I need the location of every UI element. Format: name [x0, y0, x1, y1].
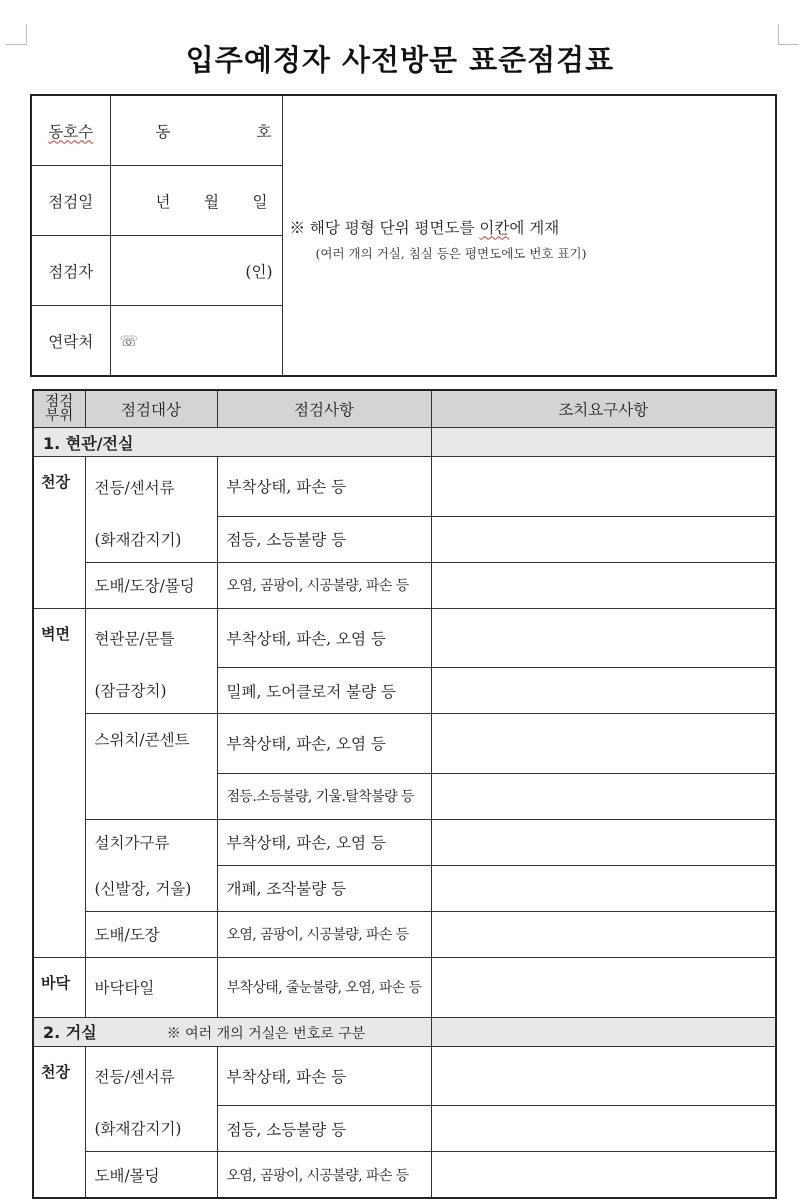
item-cell: 부착상태, 파손 등	[217, 457, 431, 517]
item-cell: 부착상태, 파손, 오염 등	[217, 819, 431, 865]
item-cell: 점등, 소등불량 등	[217, 516, 431, 562]
action-input-cell[interactable]	[431, 668, 776, 714]
target-cell: 전등/센서류	[85, 457, 217, 517]
action-input-cell[interactable]	[431, 773, 776, 819]
table-row	[33, 608, 776, 668]
item-cell: 부착상태, 줄눈불량, 오염, 파손 등	[217, 957, 431, 1017]
section-row-1	[33, 428, 776, 457]
checklist-table	[32, 389, 777, 1199]
part-cell	[33, 516, 85, 562]
unit-dong: 동	[155, 122, 171, 141]
section-title: 2. 거실 ※ 여러 개의 거실은 번호로 구분	[33, 1017, 431, 1046]
item-cell: 부착상태, 파손, 오염 등	[217, 714, 431, 774]
part-cell	[33, 819, 85, 865]
table-row	[33, 1106, 776, 1152]
item-cell: 개폐, 조작불량 등	[217, 865, 431, 911]
table-row	[33, 516, 776, 562]
part-cell	[33, 773, 85, 819]
target-cell: (잠금장치)	[85, 668, 217, 714]
date-day: 일	[252, 192, 268, 211]
unit-ho: 호	[256, 122, 272, 141]
floor-plan-area	[282, 95, 776, 376]
target-cell: 도배/몰딩	[85, 1152, 217, 1199]
part-cell	[33, 668, 85, 714]
action-input-cell[interactable]	[431, 1152, 776, 1199]
table-row	[33, 773, 776, 819]
contact-label: 연락처	[31, 306, 110, 377]
table-row	[33, 714, 776, 774]
target-cell: 설치가구류	[85, 819, 217, 865]
unit-field[interactable]	[110, 95, 282, 166]
action-input-cell[interactable]	[431, 1046, 776, 1106]
action-input-cell[interactable]	[431, 957, 776, 1017]
item-cell: 점등, 소등불량 등	[217, 1106, 431, 1152]
section-action	[431, 1017, 776, 1046]
part-ceiling: 천장	[33, 1046, 85, 1106]
part-cell	[33, 911, 85, 957]
target-cell: 도배/도장	[85, 911, 217, 957]
part-wall: 벽면	[33, 608, 85, 668]
item-cell: 오염, 곰팡이, 시공불량, 파손 등	[217, 911, 431, 957]
item-cell: 오염, 곰팡이, 시공불량, 파손 등	[217, 562, 431, 608]
header-row	[33, 390, 776, 428]
action-input-cell[interactable]	[431, 457, 776, 517]
unit-label: 동호수	[31, 95, 110, 166]
section-row-2	[33, 1017, 776, 1046]
table-row	[33, 819, 776, 865]
target-cell: 전등/센서류	[85, 1046, 217, 1106]
target-cell: 스위치/콘센트	[85, 714, 217, 774]
date-year: 년	[155, 192, 171, 211]
plan-subnote: (여러 개의 거실, 침실 등은 평면도에도 번호 표기)	[315, 245, 587, 261]
item-cell: 밀폐, 도어클로저 불량 등	[217, 668, 431, 714]
action-input-cell[interactable]	[431, 865, 776, 911]
target-cell: 현관문/문틀	[85, 608, 217, 668]
target-cell: 도배/도장/몰딩	[85, 562, 217, 608]
table-row	[33, 457, 776, 517]
header-part: 점검부위	[33, 390, 85, 428]
part-cell	[33, 865, 85, 911]
date-label: 점검일	[31, 166, 110, 236]
action-input-cell[interactable]	[431, 1106, 776, 1152]
target-cell: (신발장, 거울)	[85, 865, 217, 911]
target-cell: (화재감지기)	[85, 516, 217, 562]
header-target: 점검대상	[85, 390, 217, 428]
part-ceiling: 천장	[33, 457, 85, 517]
part-cell	[33, 562, 85, 608]
item-cell: 오염, 곰팡이, 시공불량, 파손 등	[217, 1152, 431, 1199]
inspector-seal: (인)	[245, 262, 273, 281]
target-cell	[85, 773, 217, 819]
target-cell: (화재감지기)	[85, 1106, 217, 1152]
phone-icon: ☏	[119, 331, 139, 350]
part-cell	[33, 1152, 85, 1199]
table-row	[33, 911, 776, 957]
date-month: 월	[204, 192, 219, 211]
section-title: 1. 현관/전실	[33, 428, 431, 457]
date-field[interactable]	[110, 166, 282, 236]
table-row	[33, 865, 776, 911]
page-title: 입주예정자 사전방문 표준점검표	[185, 43, 615, 77]
inspector-field[interactable]	[110, 236, 282, 306]
target-cell: 바닥타일	[85, 957, 217, 1017]
table-row	[33, 1046, 776, 1106]
item-cell: 점등.소등불량, 기울.탈착불량 등	[217, 773, 431, 819]
header-action: 조치요구사항	[431, 390, 776, 428]
plan-note: ※ 해당 평형 단위 평면도를 이칸에 게재	[289, 218, 560, 237]
action-input-cell[interactable]	[431, 911, 776, 957]
table-row	[33, 957, 776, 1017]
section-note: ※ 여러 개의 거실은 번호로 구분	[166, 1026, 366, 1042]
part-cell	[33, 714, 85, 774]
section-action	[431, 428, 776, 457]
table-row	[33, 1152, 776, 1199]
action-input-cell[interactable]	[431, 608, 776, 668]
action-input-cell[interactable]	[431, 516, 776, 562]
table-row	[33, 562, 776, 608]
header-item: 점검사항	[217, 390, 431, 428]
info-table	[30, 94, 777, 377]
action-input-cell[interactable]	[431, 819, 776, 865]
item-cell: 부착상태, 파손, 오염 등	[217, 608, 431, 668]
action-input-cell[interactable]	[431, 714, 776, 774]
item-cell: 부착상태, 파손 등	[217, 1046, 431, 1106]
part-cell	[33, 1106, 85, 1152]
table-row	[33, 668, 776, 714]
part-floor: 바닥	[33, 957, 85, 1017]
action-input-cell[interactable]	[431, 562, 776, 608]
contact-field[interactable]	[110, 306, 282, 377]
inspector-label: 점검자	[31, 236, 110, 306]
